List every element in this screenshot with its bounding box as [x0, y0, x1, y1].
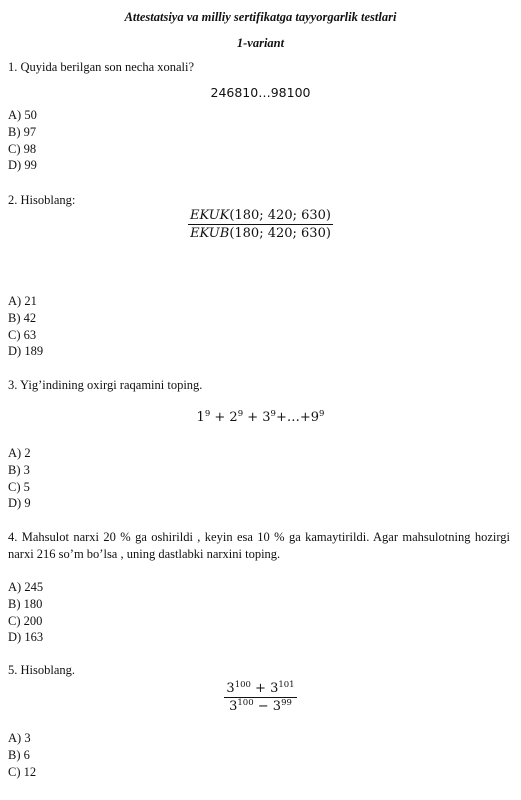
term-base-3: + 3 [243, 410, 271, 425]
option-c[interactable]: C) 63 [8, 327, 37, 342]
option-d[interactable]: D) 9 [8, 496, 31, 511]
option-a[interactable]: A) 21 [8, 294, 37, 308]
term-base-2: + 2 [210, 410, 238, 425]
den-base-2: − 3 [253, 699, 282, 714]
question-2-text: 2. Hisoblang: [8, 193, 76, 207]
num-exp-2: 101 [278, 680, 295, 690]
den-base-1: 3 [229, 699, 238, 714]
den-exp-2: 99 [281, 698, 292, 708]
question-1-formula: 246810…98100 [210, 85, 311, 100]
term-exp-3: 9 [270, 409, 276, 419]
question-3-options [8, 445, 31, 512]
option-d[interactable]: D) 189 [8, 344, 44, 359]
term-exp-2: 9 [237, 409, 244, 419]
option-c[interactable]: C) 12 [8, 764, 37, 779]
fraction-numerator [224, 680, 296, 697]
option-c[interactable]: C) 5 [8, 479, 30, 494]
option-d[interactable]: D) 99 [8, 158, 37, 173]
question-3-formula [0, 410, 521, 425]
den-exp-1: 100 [237, 698, 254, 708]
term-base-1: 1 [196, 410, 205, 425]
option-b[interactable]: B) 97 [8, 124, 37, 139]
term-base-9: +…+9 [275, 410, 320, 425]
question-4-text: 4. Mahsulot narxi 20 % ga oshirildi , keyin esa 10 % ga kamaytirildi. Agar mahsulotning hozirgi narxi 216 so’m bo’lsa , uning dastlabki narxini toping. [8, 530, 510, 561]
question-4-options [8, 579, 43, 646]
question-2-options [8, 293, 43, 360]
gcd-arguments: (180; 420; 630) [229, 226, 331, 241]
variant-label: 1-variant [236, 36, 285, 50]
question-3-text: 3. Yig’indining oxirgi raqamini toping. [8, 378, 203, 392]
option-c[interactable]: C) 200 [8, 613, 43, 628]
term-exp-9: 9 [319, 409, 325, 419]
option-d[interactable]: D) 163 [8, 630, 44, 645]
document-title: Attestatsiya va milliy sertifikatga tayyorgarlik testlari [124, 10, 397, 24]
option-b[interactable]: B) 3 [8, 462, 30, 477]
num-base-1: 3 [226, 681, 235, 696]
fraction-denominator [188, 225, 333, 242]
question-5-fraction [0, 680, 521, 715]
option-a[interactable]: A) 50 [8, 108, 37, 122]
gcd-function: EKUB [190, 226, 230, 241]
question-1-options [8, 107, 37, 174]
option-b[interactable]: B) 42 [8, 310, 37, 325]
option-a[interactable]: A) 3 [8, 731, 31, 745]
num-exp-1: 100 [234, 680, 251, 690]
lcm-function: EKUK [189, 208, 230, 223]
question-1-text: 1. Quyida berilgan son necha xonali? [8, 60, 195, 74]
option-b[interactable]: B) 180 [8, 596, 43, 611]
num-base-2: + 3 [250, 681, 279, 696]
question-5-options [8, 730, 36, 780]
term-exp-1: 9 [204, 409, 211, 419]
fraction-numerator [188, 207, 333, 224]
option-c[interactable]: C) 98 [8, 141, 37, 156]
question-2-fraction [0, 207, 521, 242]
lcm-arguments: (180; 420; 630) [229, 208, 331, 223]
option-a[interactable]: A) 2 [8, 446, 31, 460]
question-5-text: 5. Hisoblang. [8, 663, 76, 677]
option-a[interactable]: A) 245 [8, 580, 44, 594]
fraction-denominator [227, 698, 294, 715]
option-b[interactable]: B) 6 [8, 747, 30, 762]
